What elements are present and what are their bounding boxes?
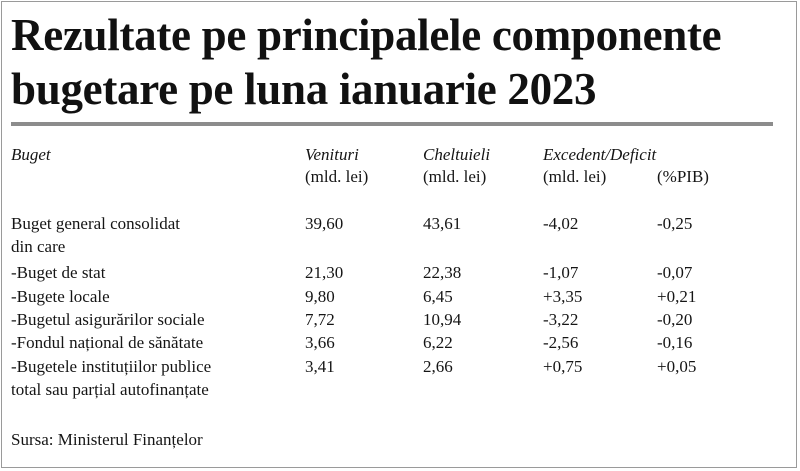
row-gdp: -0,20 xyxy=(657,310,693,329)
row-expenses: 6,22 xyxy=(423,333,453,352)
row-balance: +3,35 xyxy=(543,287,583,306)
row-name: -Bugetul asigurărilor sociale xyxy=(11,310,205,329)
row-name: -Fondul național de sănătate xyxy=(11,333,204,352)
row-expenses: 43,61 xyxy=(423,214,462,233)
row-revenues: 9,80 xyxy=(305,287,335,306)
row-expenses: 10,94 xyxy=(423,310,462,329)
row-revenues: 3,66 xyxy=(305,333,335,352)
header-expenses-unit: (mld. lei) xyxy=(423,167,487,186)
header-expenses: Cheltuieli xyxy=(423,145,491,164)
row-gdp: -0,16 xyxy=(657,333,693,352)
row-revenues: 3,41 xyxy=(305,357,335,376)
row-name-continued: din care xyxy=(11,237,66,256)
row-balance: -4,02 xyxy=(543,214,579,233)
header-budget: Buget xyxy=(11,145,51,164)
row-gdp: +0,05 xyxy=(657,357,697,376)
row-gdp: -0,25 xyxy=(657,214,693,233)
title-line-1: Rezultate pe principalele componente xyxy=(11,10,722,60)
header-balance: Excedent/Deficit xyxy=(543,145,657,164)
row-expenses: 2,66 xyxy=(423,357,453,376)
row-balance: -3,22 xyxy=(543,310,579,329)
row-balance: +0,75 xyxy=(543,357,583,376)
row-expenses: 22,38 xyxy=(423,263,462,282)
row-name: -Bugete locale xyxy=(11,287,110,306)
source-note: Sursa: Ministerul Finanțelor xyxy=(11,430,203,449)
row-expenses: 6,45 xyxy=(423,287,453,306)
row-gdp: +0,21 xyxy=(657,287,697,306)
row-name: -Buget de stat xyxy=(11,263,106,282)
title-divider xyxy=(11,122,773,126)
row-gdp: -0,07 xyxy=(657,263,693,282)
document-frame xyxy=(1,1,797,468)
header-balance-unit: (mld. lei) xyxy=(543,167,607,186)
row-revenues: 39,60 xyxy=(305,214,344,233)
row-name-continued: total sau parțial autofinanțate xyxy=(11,380,209,399)
header-revenues-unit: (mld. lei) xyxy=(305,167,369,186)
row-revenues: 21,30 xyxy=(305,263,344,282)
header-revenues: Venituri xyxy=(305,145,359,164)
row-revenues: 7,72 xyxy=(305,310,335,329)
row-name: Buget general consolidat xyxy=(11,214,181,233)
header-balance-gdp: (%PIB) xyxy=(657,167,709,186)
row-name: -Bugetele instituțiilor publice xyxy=(11,357,212,376)
row-balance: -1,07 xyxy=(543,263,579,282)
row-balance: -2,56 xyxy=(543,333,579,352)
title-line-2: bugetare pe luna ianuarie 2023 xyxy=(11,64,597,114)
